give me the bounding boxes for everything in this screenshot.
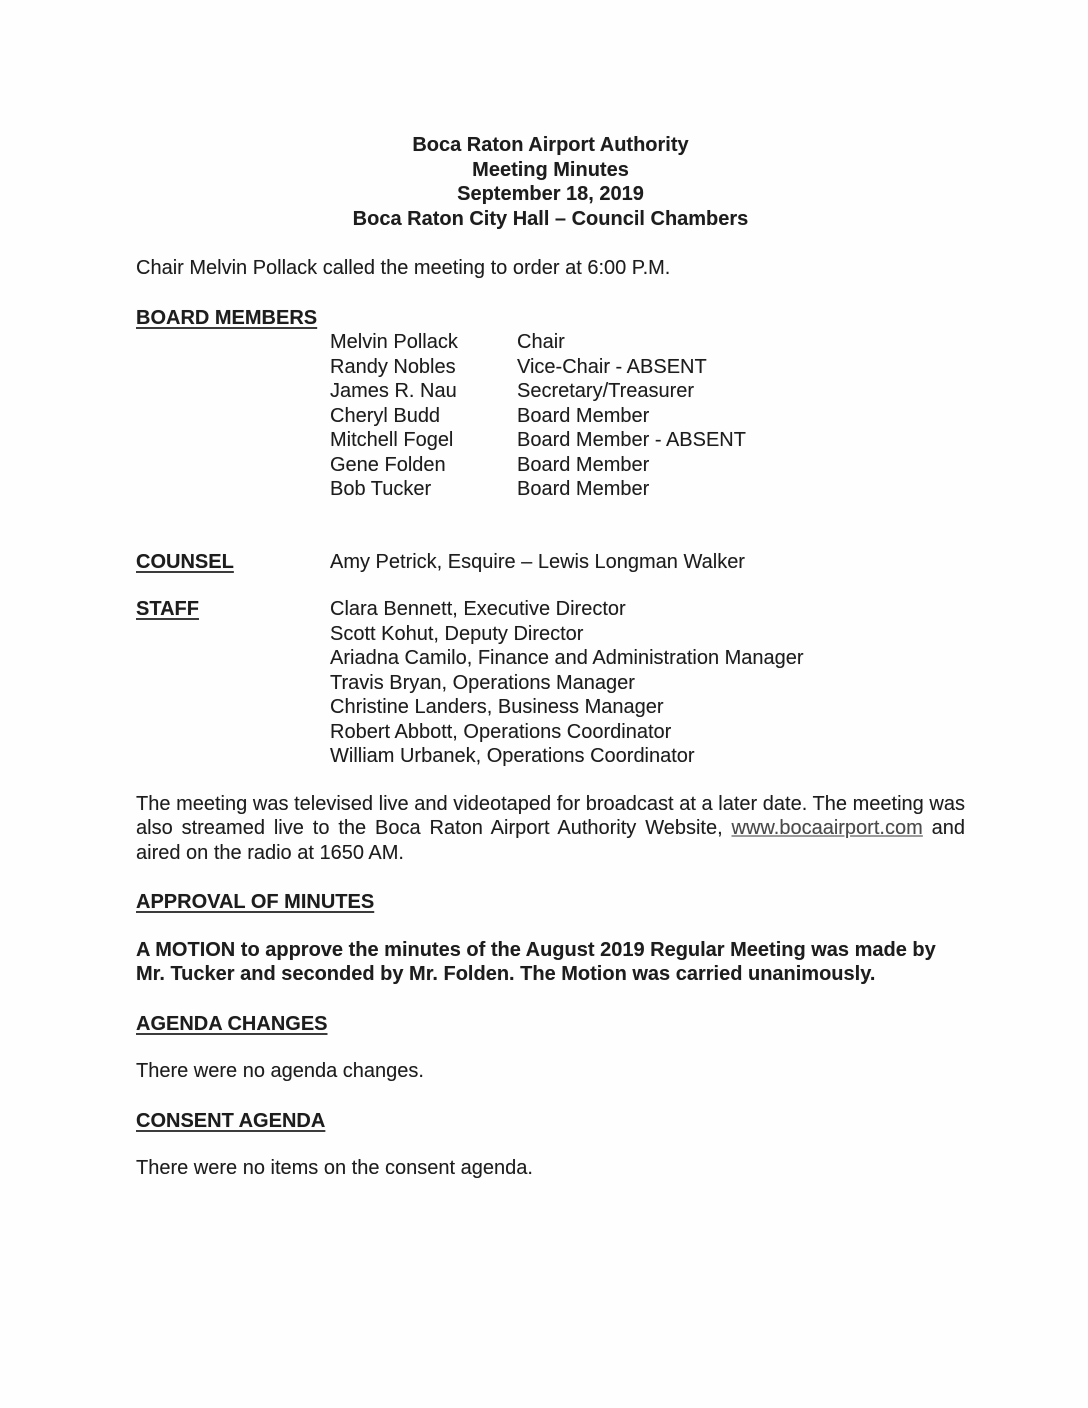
agenda-changes-section [136,1012,965,1084]
staff-member: Ariadna Camilo, Finance and Administration Manager [330,647,804,669]
approval-of-minutes-heading: APPROVAL OF MINUTES [136,891,375,913]
board-members-section [136,306,965,502]
staff-section [136,597,965,769]
board-member-name: Cheryl Budd [330,404,441,427]
board-member-row [330,453,965,478]
consent-agenda-body: There were no items on the consent agenda. [136,1157,533,1179]
broadcast-text-before: The meeting was televised live and videotaped for broadcast at a later date. The meeting was also streamed live to the Boca Raton Airport Authority Website, [136,792,965,839]
board-member-role: Chair [517,331,565,353]
document-header [136,133,965,231]
doc-date: September 18, 2019 [457,183,644,205]
board-members-heading: BOARD MEMBERS [136,306,318,329]
board-member-row [330,379,965,404]
board-member-row [330,404,965,429]
agenda-changes-heading: AGENDA CHANGES [136,1012,328,1035]
board-member-row [330,355,965,380]
staff-member: Christine Landers, Business Manager [330,696,664,718]
doc-location: Boca Raton City Hall – Council Chambers [352,207,749,230]
approval-of-minutes-section [136,890,965,987]
staff-member: Robert Abbott, Operations Coordinator [330,720,672,743]
broadcast-paragraph [136,792,965,866]
staff-member: Scott Kohut, Deputy Director [330,622,584,645]
website-link[interactable]: www.bocaairport.com [731,817,923,839]
board-member-role: Board Member [517,404,650,427]
board-members-list [136,330,965,502]
counsel-value: Amy Petrick, Esquire – Lewis Longman Walker [330,550,745,573]
staff-member: William Urbanek, Operations Coordinator [330,745,695,767]
board-member-name: James R. Nau [330,380,457,402]
counsel-label-cell [136,550,330,575]
board-member-row [330,477,965,502]
board-member-row [330,330,965,355]
approval-of-minutes-body: A MOTION to approve the minutes of the August 2019 Regular Meeting was made by Mr. Tucker and seconded by Mr. Folden. The Motion was carried unanimously. [136,938,936,985]
board-member-name: Randy Nobles [330,355,456,378]
board-member-role: Board Member [517,453,650,476]
board-member-role: Secretary/Treasurer [517,380,695,402]
broadcast-text-after: and aired on the radio at 1650 AM. [136,817,965,864]
consent-agenda-heading: CONSENT AGENDA [136,1109,326,1132]
staff-member: Travis Bryan, Operations Manager [330,671,635,694]
board-member-name: Bob Tucker [330,478,432,500]
board-member-role: Board Member - ABSENT [517,429,746,451]
board-member-name: Mitchell Fogel [330,429,454,451]
call-to-order-text: Chair Melvin Pollack called the meeting to order at 6:00 P.M. [136,257,671,279]
counsel-heading: COUNSEL [136,550,234,573]
consent-agenda-section [136,1109,965,1181]
counsel-section [136,550,965,575]
board-member-row [330,428,965,453]
board-member-name: Melvin Pollack [330,331,458,353]
doc-subtitle: Meeting Minutes [472,158,629,181]
agenda-changes-body: There were no agenda changes. [136,1060,424,1082]
doc-title: Boca Raton Airport Authority [412,134,689,156]
staff-label-cell [136,597,330,622]
staff-member: Clara Bennett, Executive Director [330,598,626,620]
board-member-role: Board Member [517,478,650,500]
staff-list [330,597,965,769]
board-member-name: Gene Folden [330,453,446,476]
staff-heading: STAFF [136,598,199,620]
board-member-role: Vice-Chair - ABSENT [517,355,707,378]
